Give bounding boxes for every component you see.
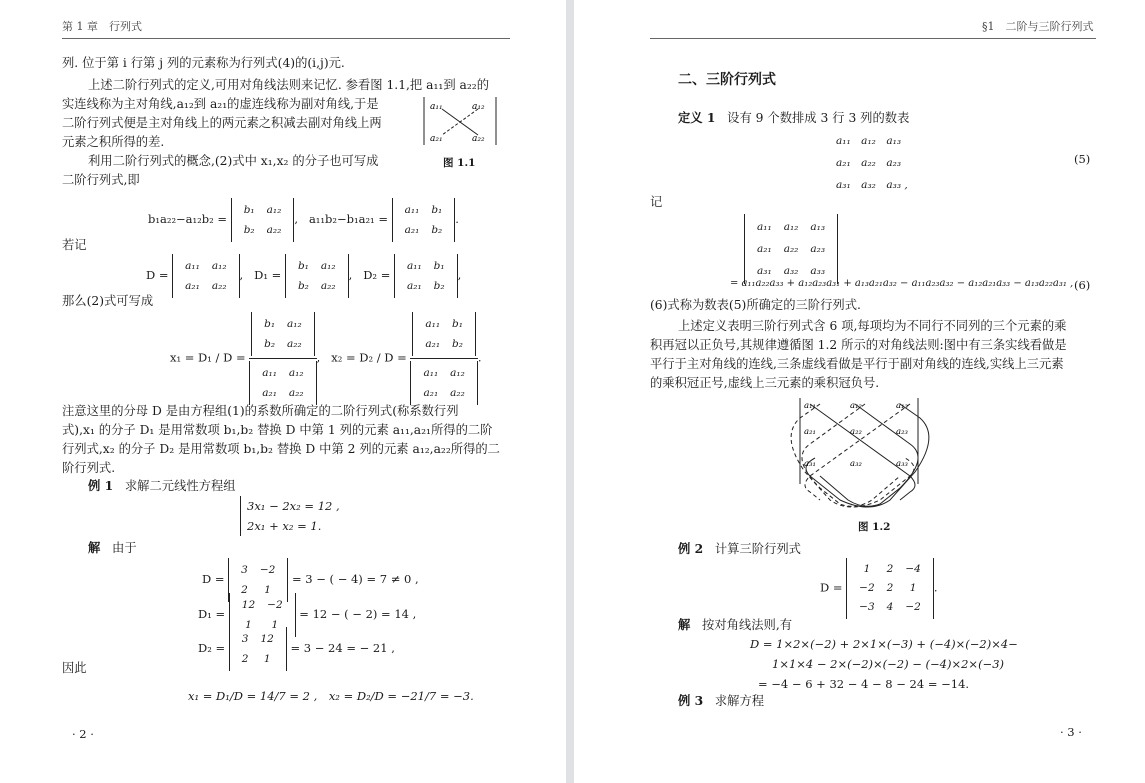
right-page bbox=[574, 0, 1145, 783]
x2-det-num: a₁₁ b₁ a₂₁ b₂ bbox=[412, 312, 476, 356]
cell: 1 bbox=[863, 563, 871, 575]
text-line-4: 二阶行列式便是主对角线上的两元素之积减去副对角线上两 bbox=[62, 116, 382, 130]
example-2-det: D = 1 2 −4 −2 2 1 −3 4 −2 . bbox=[820, 558, 937, 619]
calc-line-1: D = 1×2×(−2) + 2×1×(−3) + (−4)×(−2)×4− bbox=[750, 637, 1018, 651]
ruoji-text: 若记 bbox=[62, 238, 87, 252]
cell: −3 bbox=[859, 601, 875, 613]
fig2-a32: a₃₂ bbox=[850, 459, 862, 469]
text-line-2: 上述二阶行列式的定义,可用对角线法则来记忆. 参看图 1.1,把 a₁₁到 a₂₂的 bbox=[88, 78, 490, 92]
note-line-2: 式),x₁ 的分子 D₁ 是用常数项 b₁,b₂ 替换 D 中第 1 列的元素 a₁₁,a₂₁所得的二阶 bbox=[62, 423, 493, 437]
cell: −4 bbox=[905, 563, 921, 575]
final-solution: x₁ = D₁/D = 14/7 = 2 , x₂ = D₂/D = −21/7 = −3. bbox=[188, 689, 474, 703]
text-line-7: 二阶行列式,即 bbox=[62, 173, 140, 187]
x2-det-fraction bbox=[410, 312, 477, 405]
definition-1-label: 定义 1 bbox=[678, 110, 716, 125]
D2-label: D₂ = bbox=[198, 641, 226, 655]
para-line-3: 平行于主对角线的连线,三条虚线看做是平行于副对角线的连线,实线上三元素 bbox=[650, 357, 1064, 371]
fig2-a33: a₃₃ bbox=[896, 459, 908, 469]
equation-1: 3x₁ − 2x₂ = 12 , bbox=[247, 499, 340, 513]
figure-1-2 bbox=[760, 396, 960, 511]
para-line-4: 的乘积冠正号,虚线上三元素的乘积冠负号. bbox=[650, 376, 880, 390]
numerator-1-expr: b₁a₂₂−a₁₂b₂ = bbox=[148, 212, 228, 226]
definition-1 bbox=[678, 110, 909, 126]
x1-det-num: b₁ a₁₂ b₂ a₂₂ bbox=[251, 312, 315, 356]
det-a11-b1: a₁₁ b₁ a₂₁ b₂ bbox=[392, 198, 456, 242]
det-D1: b₁ a₁₂ b₂ a₂₂ bbox=[285, 254, 349, 298]
text-line-6: 利用二阶行列式的概念,(2)式中 x₁,x₂ 的分子也可写成 bbox=[88, 154, 379, 168]
det-D: a₁₁ a₁₂ a₂₁ a₂₂ bbox=[172, 254, 239, 298]
figure-1-2-caption: 图 1.2 bbox=[858, 521, 891, 533]
x1-label: x₁ = bbox=[170, 350, 195, 365]
number-array bbox=[836, 130, 908, 196]
left-running-header: 第 1 章 行列式 bbox=[62, 20, 142, 33]
after-6-text: (6)式称为数表(5)所确定的三阶行列式. bbox=[650, 298, 861, 312]
fig2-a23: a₂₃ bbox=[896, 427, 908, 437]
text-line-1: 列. 位于第 i 行第 j 列的元素称为行列式(4)的(i,j)元. bbox=[62, 56, 345, 70]
figure-1-1 bbox=[420, 95, 500, 147]
solution-1-label: 解 bbox=[88, 540, 101, 555]
ji-text: 记 bbox=[650, 195, 663, 209]
page-number-left: · 2 · bbox=[72, 727, 94, 741]
D2-result: = 3 − 24 = − 21 , bbox=[290, 641, 395, 655]
D-label: D = bbox=[202, 572, 225, 586]
det-3x3-matrix: a₁₁ a₁₂ a₁₃ a₂₁ a₂₂ a₂₃ a₃₁ a₃₂ a₃₃ bbox=[744, 214, 838, 284]
example-2-text: 计算三阶行列式 bbox=[714, 542, 801, 556]
example-2-label: 例 2 bbox=[678, 541, 704, 556]
D2-label: D₂ = bbox=[363, 268, 391, 282]
solution-1-text: 由于 bbox=[112, 541, 137, 555]
solution-2 bbox=[678, 617, 792, 633]
text-line-5: 元素之积所得的差. bbox=[62, 135, 165, 149]
therefore-text: 因此 bbox=[62, 661, 87, 675]
right-header-rule bbox=[650, 38, 1096, 39]
det-D2: a₁₁ b₁ a₂₁ b₂ bbox=[394, 254, 458, 298]
det-D2-numeric: 3 12 2 1 bbox=[229, 627, 287, 671]
equation-number-6: (6) bbox=[1074, 278, 1091, 292]
equation-number-5: (5) bbox=[1074, 152, 1091, 166]
det-D1-numeric: 12 −2 1 1 bbox=[229, 593, 296, 637]
para-line-1: 上述定义表明三阶行列式含 6 项,每项均为不同行不同列的三个元素的乘 bbox=[678, 319, 1067, 333]
numerator-2-expr: a₁₁b₂−b₁a₂₁ = bbox=[308, 212, 388, 226]
D1-label: D₁ = bbox=[198, 607, 226, 621]
x2-label: x₂ = bbox=[331, 350, 356, 365]
D-definitions: D = a₁₁ a₁₂ a₂₁ a₂₂ , D₁ = b₁ a₁₂ b₂ a₂₂ , D₂ = a₁₁ b₁ a₂₁ b₂ , bbox=[146, 254, 461, 298]
left-header-rule bbox=[62, 38, 510, 39]
fig-label-a12: a₁₂ bbox=[472, 102, 485, 112]
det-b1-b2: b₁ a₁₂ b₂ a₂₂ bbox=[231, 198, 295, 242]
example-2-matrix bbox=[846, 558, 934, 619]
fig2-a13: a₁₃ bbox=[896, 401, 908, 411]
x1-det-fraction bbox=[249, 312, 316, 405]
text-line-3: 实连线称为主对角线,a₁₂到 a₂₁的虚连线称为副对角线,于是 bbox=[62, 97, 379, 111]
example-3-label: 例 3 bbox=[678, 693, 704, 708]
fraction-bar bbox=[249, 358, 316, 359]
D-label: D = bbox=[820, 580, 843, 595]
fig-label-a11: a₁₁ bbox=[430, 102, 443, 112]
fig2-a21: a₂₁ bbox=[804, 427, 816, 437]
note-line-1: 注意这里的分母 D 是由方程组(1)的系数所确定的二阶行列式(称系数行列 bbox=[62, 404, 459, 418]
numerator-equations: b₁a₂₂−a₁₂b₂ = b₁ a₁₂ b₂ a₂₂ , a₁₁b₂−b₁a₂₁ = a₁₁ b₁ a₂₁ b₂ . bbox=[148, 198, 459, 242]
cell: 4 bbox=[886, 601, 894, 613]
then-text: 那么(2)式可写成 bbox=[62, 294, 154, 308]
D2-computation bbox=[198, 627, 395, 671]
x2-fraction: D₂ / D = bbox=[359, 350, 407, 365]
para-line-2: 积再冠以正负号,其规律遵循图 1.2 所示的对角线法则:图中有三条实线看做是 bbox=[650, 338, 1067, 352]
example-3 bbox=[678, 693, 764, 709]
fig-label-a22: a₂₂ bbox=[472, 134, 485, 144]
figure-1-1-caption: 图 1.1 bbox=[443, 157, 476, 169]
example-3-text: 求解方程 bbox=[714, 694, 765, 708]
fig2-a22: a₂₂ bbox=[850, 427, 862, 437]
page-number-right: · 3 · bbox=[1060, 725, 1082, 739]
cell: 2 bbox=[886, 582, 894, 594]
array-row-3: a₃₁ a₃₂ a₃₃ , bbox=[836, 179, 908, 191]
definition-1-text: 设有 9 个数排成 3 行 3 列的数表 bbox=[727, 111, 910, 125]
fraction-bar bbox=[410, 358, 477, 359]
expansion-formula: = a₁₁a₂₂a₃₃ + a₁₂a₂₃a₃₁ + a₁₃a₂₁a₃₂ − a₁₁a₂₃a₃₂ − a₁₂a₂₁a₃₃ − a₁₃a₂₂a₃₁ , bbox=[730, 278, 1074, 289]
D-label: D = bbox=[146, 268, 169, 282]
cell: −2 bbox=[859, 582, 875, 594]
det-3x3 bbox=[744, 214, 838, 284]
cell: −2 bbox=[905, 601, 921, 613]
x1-det-den: a₁₁ a₁₂ a₂₁ a₂₂ bbox=[249, 361, 316, 405]
example-1 bbox=[88, 478, 236, 494]
note-line-4: 阶行列式. bbox=[62, 461, 116, 475]
solution-2-text: 按对角线法则,有 bbox=[702, 618, 793, 632]
calc-line-2: 1×1×4 − 2×(−2)×(−2) − (−4)×2×(−3) bbox=[772, 657, 1004, 671]
fig2-a31: a₃₁ bbox=[804, 459, 816, 469]
page-gutter bbox=[566, 0, 574, 783]
D1-label: D₁ = bbox=[254, 268, 282, 282]
array-row-2: a₂₁ a₂₂ a₂₃ bbox=[836, 157, 902, 169]
left-page bbox=[0, 0, 566, 783]
equation-system bbox=[240, 496, 340, 536]
example-2 bbox=[678, 541, 801, 557]
fig-label-a21: a₂₁ bbox=[430, 134, 443, 144]
example-1-text: 求解二元线性方程组 bbox=[124, 479, 236, 493]
solution-2-label: 解 bbox=[678, 617, 691, 632]
x-fractions: x₁ = D₁ / D = b₁ a₁₂ b₂ a₂₂ a₁₁ a₁₂ a₂₁ a₂₂ , x₂ = D₂ / D = a₁₁ b₁ a₂₁ b₂ a₁₁ a₁₂ a₂₁ a₂₂ . bbox=[170, 312, 482, 405]
calc-line-3: = −4 − 6 + 32 − 4 − 8 − 24 = −14. bbox=[758, 677, 970, 691]
fig2-a11: a₁₁ bbox=[804, 401, 816, 411]
note-line-3: 行列式,x₂ 的分子 D₂ 是用常数项 b₁,b₂ 替换 D 中第 2 列的元素 a₁₂,a₂₂所得的二 bbox=[62, 442, 500, 456]
example-1-label: 例 1 bbox=[88, 478, 114, 493]
D1-result: = 12 − ( − 2) = 14 , bbox=[299, 607, 417, 621]
det-D-numeric: 3 −2 2 1 bbox=[228, 558, 288, 602]
array-row-1: a₁₁ a₁₂ a₁₃ bbox=[836, 135, 902, 147]
right-running-header: §1 二阶与三阶行列式 bbox=[982, 20, 1094, 33]
section-title: 二、三阶行列式 bbox=[678, 72, 776, 88]
equation-2: 2x₁ + x₂ = 1. bbox=[247, 519, 322, 533]
solution-1 bbox=[88, 540, 137, 556]
x2-det-den: a₁₁ a₁₂ a₂₁ a₂₂ bbox=[410, 361, 477, 405]
D-result: = 3 − ( − 4) = 7 ≠ 0 , bbox=[292, 572, 419, 586]
fig2-a12: a₁₂ bbox=[850, 401, 862, 411]
cell: 2 bbox=[886, 563, 894, 575]
x1-fraction: D₁ / D = bbox=[198, 350, 246, 365]
cell: 1 bbox=[909, 582, 917, 594]
